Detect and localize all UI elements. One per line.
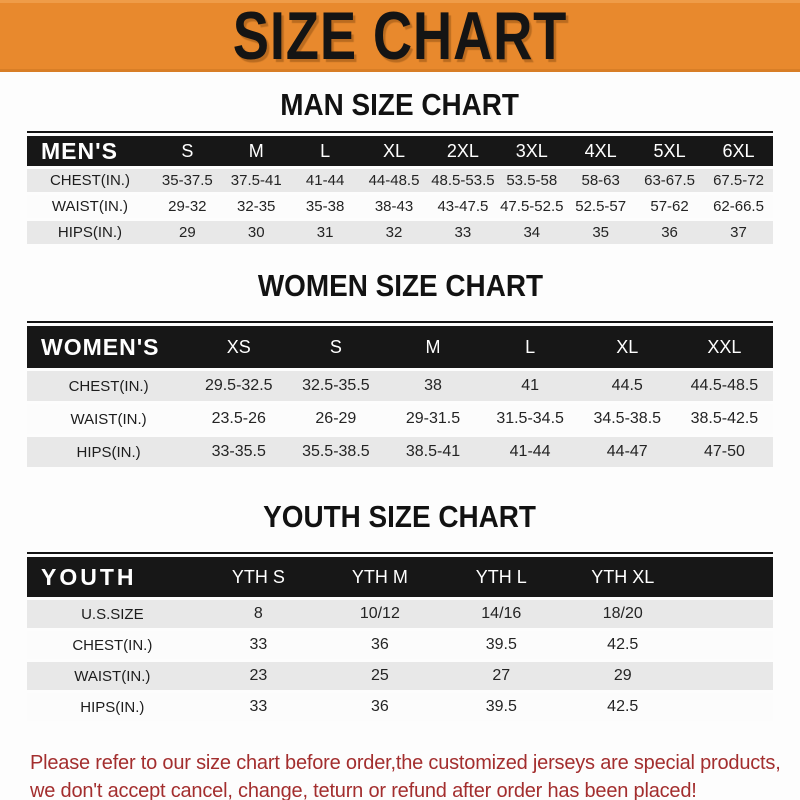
table-row: [27, 631, 773, 659]
value-cell: 63-67.5: [635, 169, 704, 192]
empty-cell: [683, 693, 773, 721]
row-label-cell: CHEST(IN.): [27, 631, 198, 659]
table-row: [27, 693, 773, 721]
empty-cell: [683, 662, 773, 690]
value-cell: 38-43: [360, 195, 429, 218]
value-cell: 53.5-58: [497, 169, 566, 192]
men-size-table: [27, 131, 773, 247]
row-label-cell: WAIST(IN.): [27, 404, 190, 434]
row-label-cell: U.S.SIZE: [27, 600, 198, 628]
size-header-cell: L: [482, 326, 579, 368]
value-cell: 36: [635, 221, 704, 244]
value-cell: 32: [360, 221, 429, 244]
value-cell: 39.5: [441, 693, 562, 721]
size-header-cell: 4XL: [566, 136, 635, 166]
value-cell: 33-35.5: [190, 437, 287, 467]
youth-size-table: [27, 552, 773, 724]
value-cell: 33: [198, 631, 319, 659]
value-cell: 33: [198, 693, 319, 721]
value-cell: 29: [562, 662, 683, 690]
size-header-cell: YTH M: [319, 557, 440, 597]
disclaimer-line-2: we don't accept cancel, change, teturn or refund after order has been placed!: [30, 780, 697, 800]
value-cell: 42.5: [562, 631, 683, 659]
size-header-cell: XXL: [676, 326, 773, 368]
value-cell: 30: [222, 221, 291, 244]
size-header-cell: 6XL: [704, 136, 773, 166]
row-label-cell: WAIST(IN.): [27, 662, 198, 690]
value-cell: 44-48.5: [360, 169, 429, 192]
value-cell: 35-37.5: [153, 169, 222, 192]
table-row: [27, 437, 773, 467]
size-header-cell: YTH L: [441, 557, 562, 597]
section-man: [0, 88, 800, 247]
size-header-cell: M: [222, 136, 291, 166]
table-row: [27, 404, 773, 434]
value-cell: 29.5-32.5: [190, 371, 287, 401]
value-cell: 32.5-35.5: [287, 371, 384, 401]
value-cell: 34.5-38.5: [579, 404, 676, 434]
size-header-cell: S: [287, 326, 384, 368]
value-cell: 38.5-42.5: [676, 404, 773, 434]
value-cell: 23: [198, 662, 319, 690]
value-cell: 18/20: [562, 600, 683, 628]
value-cell: 41-44: [482, 437, 579, 467]
row-label-cell: HIPS(IN.): [27, 221, 153, 244]
value-cell: 32-35: [222, 195, 291, 218]
value-cell: 25: [319, 662, 440, 690]
table-row: [27, 600, 773, 628]
value-cell: 48.5-53.5: [428, 169, 497, 192]
women-size-chart-heading: WOMEN SIZE CHART: [257, 268, 543, 303]
table-row: [27, 169, 773, 192]
empty-cell: [683, 631, 773, 659]
value-cell: 39.5: [441, 631, 562, 659]
value-cell: 23.5-26: [190, 404, 287, 434]
table-title-cell: WOMEN'S: [27, 326, 190, 368]
value-cell: 29-31.5: [384, 404, 481, 434]
size-header-cell: M: [384, 326, 481, 368]
value-cell: 38: [384, 371, 481, 401]
section-youth: [0, 500, 800, 724]
value-cell: 36: [319, 693, 440, 721]
value-cell: 41-44: [291, 169, 360, 192]
women-size-table: [27, 321, 773, 470]
table-header-row: [27, 136, 773, 166]
table-row: [27, 371, 773, 401]
table-row: [27, 195, 773, 218]
man-size-chart-heading: MAN SIZE CHART: [280, 87, 520, 122]
row-label-cell: CHEST(IN.): [27, 169, 153, 192]
value-cell: 62-66.5: [704, 195, 773, 218]
value-cell: 31.5-34.5: [482, 404, 579, 434]
value-cell: 8: [198, 600, 319, 628]
value-cell: 44-47: [579, 437, 676, 467]
value-cell: 47-50: [676, 437, 773, 467]
value-cell: 34: [497, 221, 566, 244]
value-cell: 67.5-72: [704, 169, 773, 192]
table-title-cell: MEN'S: [27, 136, 153, 166]
table-row: [27, 221, 773, 244]
row-label-cell: HIPS(IN.): [27, 693, 198, 721]
value-cell: 35-38: [291, 195, 360, 218]
value-cell: 29: [153, 221, 222, 244]
value-cell: 38.5-41: [384, 437, 481, 467]
value-cell: 42.5: [562, 693, 683, 721]
value-cell: 37.5-41: [222, 169, 291, 192]
value-cell: 44.5-48.5: [676, 371, 773, 401]
size-header-cell: S: [153, 136, 222, 166]
disclaimer-note: [30, 749, 800, 800]
size-header-cell: XS: [190, 326, 287, 368]
size-chart-banner: [0, 0, 800, 72]
empty-cell: [683, 600, 773, 628]
empty-cell: [683, 557, 773, 597]
value-cell: 58-63: [566, 169, 635, 192]
size-header-cell: 5XL: [635, 136, 704, 166]
value-cell: 35.5-38.5: [287, 437, 384, 467]
table-row: [27, 662, 773, 690]
value-cell: 47.5-52.5: [497, 195, 566, 218]
value-cell: 36: [319, 631, 440, 659]
value-cell: 44.5: [579, 371, 676, 401]
row-label-cell: WAIST(IN.): [27, 195, 153, 218]
size-header-cell: YTH S: [198, 557, 319, 597]
value-cell: 41: [482, 371, 579, 401]
value-cell: 33: [428, 221, 497, 244]
row-label-cell: HIPS(IN.): [27, 437, 190, 467]
value-cell: 26-29: [287, 404, 384, 434]
value-cell: 29-32: [153, 195, 222, 218]
row-label-cell: CHEST(IN.): [27, 371, 190, 401]
size-header-cell: L: [291, 136, 360, 166]
disclaimer-line-1: Please refer to our size chart before order,the customized jerseys are special products,: [30, 752, 781, 774]
size-header-cell: YTH XL: [562, 557, 683, 597]
table-header-row: [27, 557, 773, 597]
table-header-row: [27, 326, 773, 368]
banner-title: SIZE CHART: [232, 0, 568, 74]
value-cell: 14/16: [441, 600, 562, 628]
value-cell: 31: [291, 221, 360, 244]
value-cell: 27: [441, 662, 562, 690]
youth-size-chart-heading: YOUTH SIZE CHART: [263, 499, 537, 534]
value-cell: 52.5-57: [566, 195, 635, 218]
size-header-cell: 3XL: [497, 136, 566, 166]
size-header-cell: XL: [579, 326, 676, 368]
size-header-cell: XL: [360, 136, 429, 166]
section-women: [0, 269, 800, 470]
table-title-cell: YOUTH: [27, 557, 198, 597]
value-cell: 35: [566, 221, 635, 244]
size-header-cell: 2XL: [428, 136, 497, 166]
value-cell: 37: [704, 221, 773, 244]
value-cell: 10/12: [319, 600, 440, 628]
value-cell: 43-47.5: [428, 195, 497, 218]
value-cell: 57-62: [635, 195, 704, 218]
